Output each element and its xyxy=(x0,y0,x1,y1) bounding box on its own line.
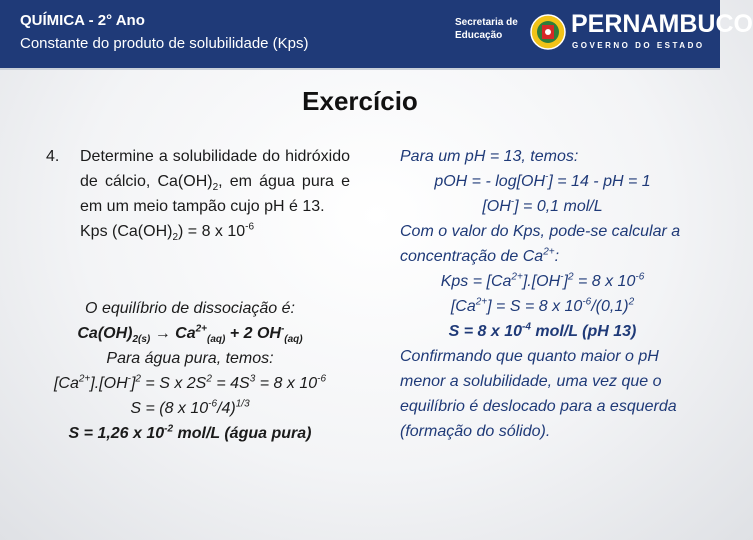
kps-expression: $[Ca^{2+}].[OH^-]^2 = S$ x $2S^2 = 4S^3 = 8$ x $10^{-6}$ xyxy=(53,373,327,392)
pure-water-solution xyxy=(20,296,360,446)
state-name: PERNAMBUCO xyxy=(571,10,753,38)
ca-concentration: $[Ca^{2+}] = S = 8$ x $10^{-6}/(0,1)^2$ xyxy=(450,296,635,315)
pure-water-label: Para água pura, temos: xyxy=(106,350,274,367)
government-logo xyxy=(455,8,753,58)
kps-buffer-expression: Kps = $[Ca^{2+}].[OH^-]^2 = 8$ x $10^{-6}$ xyxy=(440,271,645,290)
header-subject: QUÍMICA - 2° Ano xyxy=(20,12,145,29)
question-number: 4. xyxy=(46,148,60,165)
kps-given: Kps $(Ca(OH)_2) = 8$ x $10^{-6}$ xyxy=(80,221,255,244)
state-subtitle: GOVERNO DO ESTADO xyxy=(572,41,705,50)
header-topic: Constante do produto de solubilidade (Kps) xyxy=(20,35,309,52)
question-text: Determine a solubilidade do hidróxido de cálcio, $Ca(OH)_2$, em água pura e em um meio tampão cujo pH é 13. xyxy=(80,148,350,215)
ph-intro: Para um pH = 13, temos: xyxy=(400,148,579,165)
question-block xyxy=(46,144,350,244)
equilibrium-equation: $Ca(OH)_{2(s)} \to Ca^{2+}_{(aq)} + 2$ $OH^-_{(aq)}$ xyxy=(77,323,303,346)
secretaria-label: Secretaria de Educação xyxy=(455,17,518,41)
equilibrium-intro: O equilíbrio de dissociação é: xyxy=(85,300,295,317)
conclusion-text: Confirmando que quanto maior o pH menor a solubilidade, uma vez que o equilíbrio é deslocado para a esquerda (formação do sólido). xyxy=(400,348,677,440)
coat-of-arms-icon xyxy=(529,13,567,51)
poh-calc: pOH = - log[OH-] = 14 - pH = 1 xyxy=(434,171,651,190)
pure-water-result: S = 1,26 x $10^{-2}$ mol/L (água pura) xyxy=(68,423,312,442)
buffer-solution xyxy=(400,144,685,444)
oh-concentration: [OH-] = 0,1 mol/L xyxy=(482,196,603,215)
header-bar xyxy=(0,0,753,70)
kps-explanation: Com o valor do Kps, pode-se calcular a concentração de $Ca^{2+}$: xyxy=(400,223,681,265)
page-title: Exercício xyxy=(302,86,418,116)
cube-root-step: S = (8 x $10^{-6}/4)^{1/3}$ xyxy=(130,398,250,417)
buffer-result: S = 8 x $10^{-4}$ mol/L (pH 13) xyxy=(448,321,637,340)
